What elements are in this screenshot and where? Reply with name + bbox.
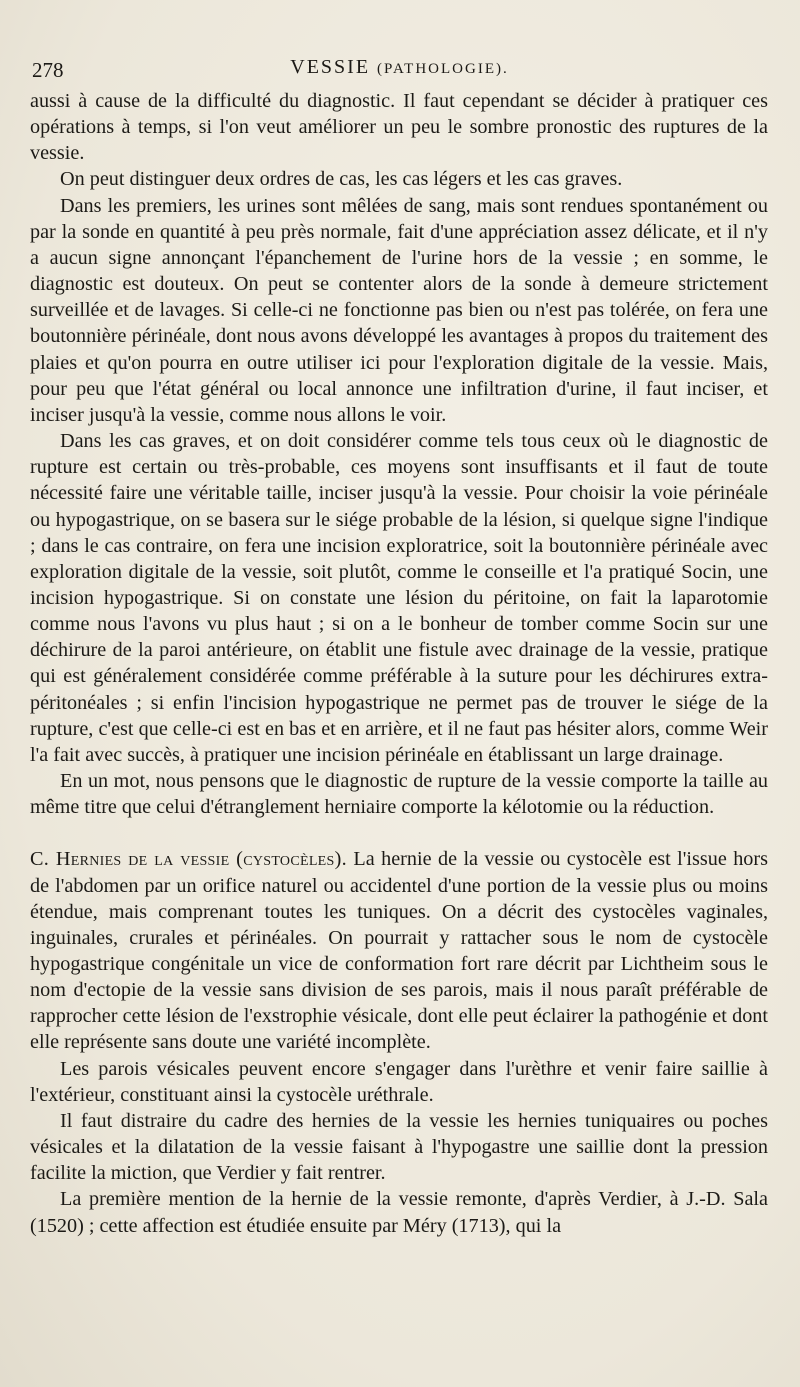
section-c-text: La hernie de la vessie ou cystocèle est l'issue hors de l'abdomen par un orifice naturel ou accidentel d'une portion de la vessie plus ou moins étendue, mais comprenant toutes les tuniques. On a décrit des cystocèles vaginales, inguinales, crurales et périnéales. On pourrait y rattacher sous le nom de cystocèle hypogastrique congénitale un vice de conformation fort rare décrit par Lichtheim sous le nom d'ectopie de la vessie sans division de ses parois, mais il nous paraît préférable de rapprocher cette lésion de l'exstrophie vésicale, dont elle peut éclairer la pathogénie et dont elle représente sans doute une variété incomplète.	[30, 848, 768, 1054]
running-title-sub: (PATHOLOGIE).	[377, 61, 509, 77]
running-title-main: VESSIE	[290, 56, 371, 78]
paragraph-7: Les parois vésicales peuvent encore s'engager dans l'urèthre et venir faire saillie à l'extérieur, constituant ainsi la cystocèle uréthrale.	[30, 1057, 768, 1106]
body-text	[30, 88, 768, 1239]
running-title	[32, 56, 767, 79]
paragraph-8: Il faut distraire du cadre des hernies de la vessie les hernies tuniquaires ou poches vésicales et la dilatation de la vessie faisant à l'hypogastre une saillie dont la pression facilite la miction, que Verdier y fait rentrer.	[30, 1109, 768, 1185]
paragraph-4: Dans les cas graves, et on doit considérer comme tels tous ceux où le diagnostic de rupture est certain ou très-probable, ces moyens sont insuffisants et il faut de toute nécessité faire une véritable taille, inciser jusqu'à la vessie. Pour choisir la voie périnéale ou hypogastrique, on se basera sur le siége probable de la lésion, si quelque signe l'indique ; dans le cas contraire, on fera une incision exploratrice, soit la boutonnière périnéale avec exploration digitale de la vessie, soit plutôt, comme le conseille et l'a pratiqué Socin, une incision hypogastrique. Si on constate une lésion du péritoine, on fait la laparotomie comme nous l'avons vu plus haut ; si on a le bonheur de tomber comme Socin sur une déchirure de la paroi antérieure, on établit une fistule avec drainage de la vessie, pratique qui est généralement considérée comme préférable à la suture pour les déchirures extra-péritonéales ; si enfin l'incision hypogastrique ne permet pas de trouver le siége de la rupture, c'est que celle-ci est en bas et en arrière, et il ne faut pas hésiter alors, comme Weir l'a fait avec succès, à pratiquer une incision périnéale en établissant un large drainage.	[30, 430, 768, 766]
paragraph-1: aussi à cause de la difficulté du diagnostic. Il faut cependant se décider à pratiquer ces opérations à temps, si l'on veut améliorer un peu le sombre pronostic des ruptures de la vessie.	[30, 90, 768, 165]
paragraph-5: En un mot, nous pensons que le diagnostic de rupture de la vessie comporte la taille au même titre que celui d'étranglement herniaire comporte la kélotomie ou la réduction.	[30, 770, 768, 819]
section-heading: C. Hernies de la vessie (cystocèles).	[30, 848, 347, 871]
paragraph-2: On peut distinguer deux ordres de cas, les cas légers et les cas graves.	[60, 168, 623, 191]
paragraph-3: Dans les premiers, les urines sont mêlées de sang, mais sont rendues spontanément ou par la sonde en quantité à peu près normale, fait d'une appréciation assez délicate, et il n'y a aucun signe annonçant l'épanchement de l'urine hors de la vessie ; en somme, le diagnostic est douteux. On peut se contenter alors de la sonde à demeure strictement surveillée et de lavages. Si celle-ci ne fonctionne pas bien ou n'est pas tolérée, on fera une boutonnière périnéale, dont nous avons développé les avantages à propos du traitement des plaies et qu'on pourra en outre utiliser ici pour l'exploration digitale de la vessie. Mais, pour peu que l'état général ou local annonce une infiltration d'urine, il faut inciser, et inciser jusqu'à la vessie, comme nous allons le voir.	[30, 194, 768, 426]
section-c-paragraph	[30, 846, 768, 1055]
running-head	[32, 52, 767, 82]
page-number: 278	[32, 58, 64, 82]
paragraph-9: La première mention de la hernie de la vessie remonte, d'après Verdier, à J.-D. Sala (1520) ; cette affection est étudiée ensuite par Méry (1713), qui la	[30, 1188, 768, 1237]
